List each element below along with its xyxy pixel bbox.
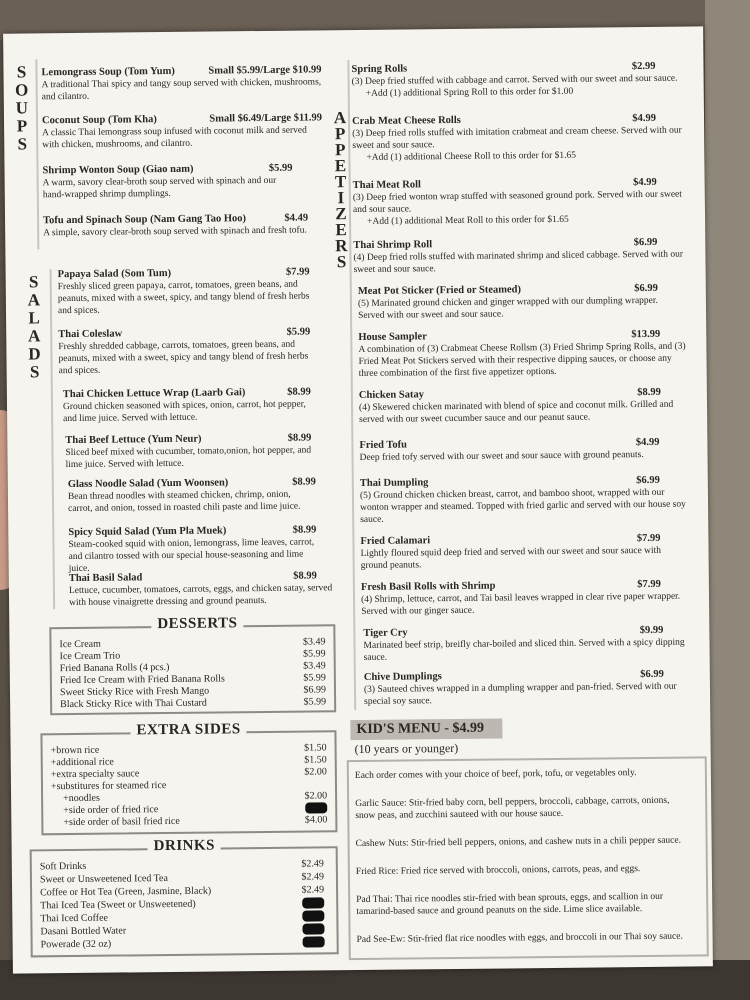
kids-item: Garlic Sauce: Stir-fried baby corn, bell peppers, broccoli, cabbage, carrots, onions, snow peas, and zucchini sauteed with our house sauce. [355, 795, 670, 822]
appetizer-item: House Sampler $13.99 A combination of (3) Crabmeat Cheese Rollsm (3) Fried Shrimp Spring Rolls, and (3) Fried Meat Pot Stickers served with their respective dipping sauces, or choose any three combination of the first five appetizer options. [358, 328, 686, 379]
soup-item: Shrimp Wonton Soup (Giao nam) $5.99 A warm, savory clear-broth soup served with spinach and our hand-wrapped shrimp dumplings. [42, 162, 293, 201]
soup-item: Lemongrass Soup (Tom Yum) Small $5.99/Large $10.99 A traditional Thai spicy and tangy soup served with chicken, mushrooms, and cilantro. [41, 64, 322, 103]
dessert-row: Ice Cream $3.49 [59, 636, 326, 651]
dessert-row: Ice Cream Trio $5.99 [59, 648, 326, 663]
extra-sides-box [40, 721, 337, 835]
kids-menu-box [347, 756, 709, 960]
redacted-price [305, 802, 327, 813]
desserts-title: DESSERTS [151, 615, 243, 633]
side-row: +extra specialty sauce $2.00 [50, 766, 327, 781]
kids-item: Pad Thai: Thai rice noodles stir-fried with bean sprouts, eggs, and scallion in our tamarind-based sauce and ground peanuts on the side. Lime slice available. [356, 891, 664, 918]
menu-page [3, 26, 713, 973]
soup-item: Coconut Soup (Tom Kha) Small $6.49/Large $11.99 A classic Thai lemongrass soup infused with coconut milk and served with chicken, mushrooms, and cilantro. [41, 112, 323, 151]
drink-row: Thai Iced Tea (Sweet or Unsweetened) [40, 897, 324, 912]
kids-item: Cashew Nuts: Stir-fried bell peppers, onions, and cashew nuts in a chili pepper sauce. [355, 835, 682, 850]
extra-sides-title: EXTRA SIDES [130, 721, 246, 739]
redacted-price [302, 923, 324, 934]
side-row: +brown rice $1.50 [50, 742, 327, 757]
drink-row: Coffee or Hot Tea (Green, Jasmine, Black) $2.49 [40, 884, 325, 899]
drinks-box [30, 837, 339, 957]
salad-item: Thai Coleslaw $5.99 Freshly shredded cabbage, carrots, tomatoes, green beans, and peanuts, mixed with a sweet, spicy and tangy blend of fresh herbs and spices. [58, 326, 311, 377]
appetizer-item: Crab Meat Cheese Rolls $4.99 (3) Deep fried rolls stuffed with imitation crabmeat and cream cheese. Served with our sweet and sour sauce. +Add (1) additional Cheese Roll to this order for $1.65 [351, 112, 682, 163]
desserts-box [49, 615, 336, 715]
appetizer-item: Thai Meat Roll $4.99 (3) Deep fried wonton wrap stuffed with seasoned ground pork. Served with our sweet and sour sauce. +Add (1) additional Meat Roll to this order for $1.65 [352, 176, 682, 227]
salads-header: S A L A D S [27, 272, 41, 382]
soups-header: S O U P S [14, 62, 29, 154]
appetizers-header: A P P E T I Z E R S [333, 108, 348, 272]
drink-row: Soft Drinks $2.49 [39, 858, 324, 873]
salad-item: Papaya Salad (Som Tum) $7.99 Freshly sliced green papaya, carrot, tomatoes, green beans, and peanuts, mixed with a sweet, spicy, and tangy blend of fresh herbs and spices. [57, 266, 310, 317]
appetizer-item: Thai Shrimp Roll $6.99 (4) Deep fried rolls stuffed with marinated shrimp and sliced cabbage. Served with our sweet and sour sauce. [353, 236, 684, 276]
salad-item: Glass Noodle Salad (Yum Woonsen) $8.99 Bean thread noodles with steamed chicken, chrimp, onion, carrot, and onion, tossed in roasted chili paste and lime juice. [67, 476, 316, 515]
salad-item: Spicy Squid Salad (Yum Pla Muek) $8.99 Steam-cooked squid with onion, lemongrass, lime leaves, carrot, and cilantro tossed with our special house-seasoning and lime juice. [68, 524, 317, 575]
drink-row: Sweet or Unsweetened Iced Tea $2.49 [39, 871, 325, 886]
appetizer-item: Fried Calamari $7.99 Lightly floured squid deep fried and served with our sweet and sour sauce with ground peanuts. [360, 532, 662, 571]
soup-item: Tofu and Spinach Soup (Nam Gang Tao Hoo) $4.49 A simple, savory clear-broth soup served with spinach and fresh tofu. [43, 212, 309, 239]
appetizer-item: Spring Rolls $2.99 (3) Deep fried stuffed with cabbage and carrot. Served with our sweet and sour sauce. +Add (1) additional Spring Roll to this order for $1.00 [351, 60, 678, 99]
appetizer-item: Thai Dumpling $6.99 (5) Ground chicken chicken breast, carrot, and bamboo shoot, wrapped with our wonton wrapper and steamed. Topped with fried garlic and served with our house soy sauce. [359, 474, 686, 525]
side-row: +substitures for steamed rice [50, 780, 167, 793]
dessert-row: Sweet Sticky Rice with Fresh Mango $6.99 [59, 684, 327, 699]
kids-menu-subtitle: (10 years or younger) [354, 740, 459, 757]
appetizer-item: Fresh Basil Rolls with Shrimp $7.99 (4) Shrimp, lettuce, carrot, and Tai basil leaves wrapped in clear rive paper wrapper. Served with our ginger sauce. [360, 578, 681, 617]
redacted-price [302, 897, 324, 908]
dessert-row: Fried Ice Cream with Fried Banana Rolls $5.99 [59, 672, 326, 687]
salad-item: Thai Chicken Lettuce Wrap (Laarb Gai) $8.99 Ground chicken seasoned with spices, onion, carrot, hot pepper, and lime juice. Served with lettuce. [62, 386, 311, 425]
kids-item: Fried Rice: Fried rice served with broccoli, onions, carrots, peas, and eggs. [355, 864, 641, 878]
side-row: +noodles $2.00 [63, 790, 328, 805]
redacted-price [303, 936, 325, 947]
appetizer-item: Meat Pot Sticker (Fried or Steamed) $6.99 (5) Marinated ground chicken and ginger wrapped with our dumpling wrapper. Served with our sweet and sour sauce. [357, 282, 658, 321]
kids-item: Pad See-Ew: Stir-fried flat rice noodles with eggs, and broccoli in our Thai soy sauce. [356, 931, 683, 946]
side-row: +side order of fried rice [63, 802, 327, 817]
soups-divider [35, 59, 39, 249]
appetizer-item: Chive Dumplings $6.99 (3) Sauteed chives wrapped in a dumpling wrapper and pan-fried. Served with our special soy sauce. [363, 668, 677, 707]
wall-background [705, 0, 750, 1000]
kids-intro: Each order comes with your choice of beef, pork, tofu, or vegetables only. [354, 768, 637, 782]
redacted-price [302, 910, 324, 921]
dessert-row: Fried Banana Rolls (4 pcs.) $3.49 [59, 660, 326, 675]
drink-row: Dasani Bottled Water [40, 923, 324, 938]
dessert-row: Black Sticky Rice with Thai Custard $5.99 [60, 696, 327, 711]
appetizer-item: Fried Tofu $4.99 Deep fried tofy served with our sweet and sour sauce with ground peanuts. [359, 436, 660, 463]
kids-menu-title: KID'S MENU - $4.99 [350, 719, 502, 741]
side-row: +additional rice $1.50 [50, 754, 327, 769]
drinks-title: DRINKS [148, 837, 222, 855]
drink-row: Thai Iced Coffee [40, 910, 324, 925]
salads-divider [50, 269, 56, 609]
salad-item: Thai Basil Salad $8.99 Lettuce, cucumber, tomatoes, carrots, eggs, and chicken satay, served with house vinaigrette dressing and ground peanuts. [68, 570, 333, 609]
drink-row: Powerade (32 oz) [41, 936, 325, 951]
side-row: +side order of basil fried rice $4.00 [63, 814, 328, 829]
appetizer-item: Chicken Satay $8.99 (4) Skewered chicken marinated with blend of spice and coconut milk. Grilled and served with our sweet cucumber sauce and our peanut sauce. [358, 386, 674, 425]
appetizer-item: Tiger Cry $9.99 Marinated beef strip, breifly char-boiled and sliced thin. Served with a spicy dipping sauce. [363, 624, 685, 663]
salad-item: Thai Beef Lettuce (Yum Neur) $8.99 Sliced beef mixed with cucumber, tomato,onion, hot pepper, and lime juice. Served with lettuce. [65, 432, 312, 471]
